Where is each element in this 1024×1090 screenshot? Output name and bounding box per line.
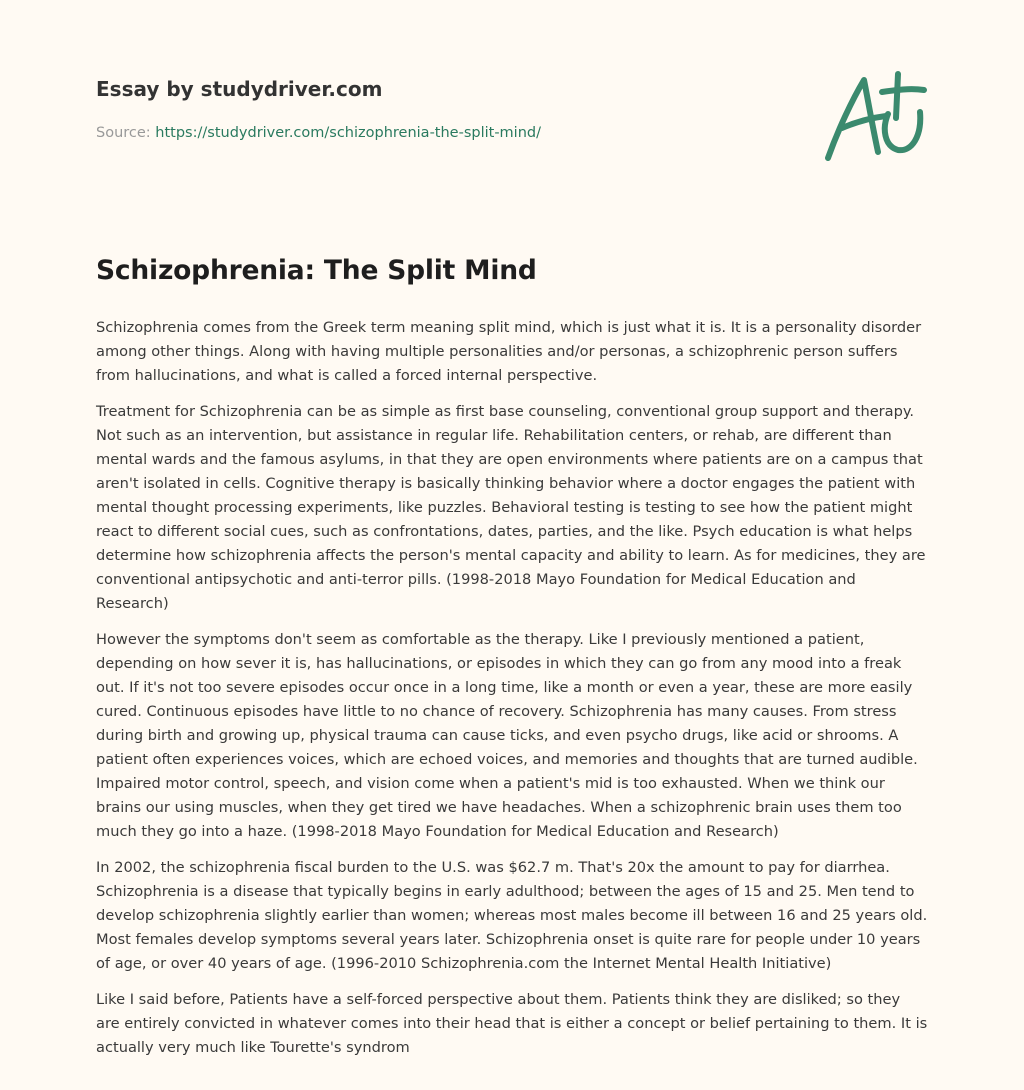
logo-plus-horizontal: [882, 89, 924, 92]
logo-check-curve: [885, 112, 920, 150]
source-link[interactable]: https://studydriver.com/schizophrenia-the-split-mind/: [155, 125, 541, 141]
essay-title: Schizophrenia: The Split Mind: [96, 255, 537, 286]
essay-paragraph: Treatment for Schizophrenia can be as simple as first base counseling, conventional group support and therapy. Not such as an intervention, but assistance in regular life. Rehabilitation centers, or rehab, are different than mental wards and the famous asylums, in that they are open environments where patients are on a campus that aren't isolated in cells. Cognitive therapy is basically thinking behavior where a doctor engages the patient with mental thought processing experiments, like puzzles. Behavioral testing is testing to see how the patient might react to different social cues, such as confrontations, dates, parties, and the like. Psych education is what helps determine how schizophrenia affects the person's mental capacity and ability to learn. As for medicines, they are conventional antipsychotic and anti-terror pills. (1998-2018 Mayo Foundation for Medical Education and Research): [96, 403, 926, 612]
essay-paragraph: In 2002, the schizophrenia fiscal burden to the U.S. was $62.7 m. That's 20x the amount to pay for diarrhea. Schizophrenia is a disease that typically begins in early adulthood; between the ages of 15 and 25. Men tend to develop schizophrenia slightly earlier than women; whereas most males become ill between 16 and 25 years old. Most females develop symptoms several years later. Schizophrenia onset is quite rare for people under 10 years of age, or over 40 years of age. (1996-2010 Schizophrenia.com the Internet Mental Health Initiative): [96, 859, 928, 972]
site-brand: Essay by studydriver.com: [96, 77, 383, 101]
source-label: Source:: [96, 125, 156, 141]
logo-plus-vertical: [896, 74, 898, 118]
essay-paragraph: Schizophrenia comes from the Greek term meaning split mind, which is just what it is. It is a personality disorder among other things. Along with having multiple personalities and/or personas, a schizophrenic person suffers from hallucinations, and what is called a forced internal perspective.: [96, 319, 922, 384]
essay-body: [96, 316, 928, 1072]
essay-paragraph: Like I said before, Patients have a self-forced perspective about them. Patients think they are disliked; so they are entirely convicted in whatever comes into their head that is either a concept or belief pertaining to them. It is actually very much like Tourette's syndrom: [96, 991, 928, 1056]
essay-paragraph: However the symptoms don't seem as comfortable as the therapy. Like I previously mentioned a patient, depending on how sever it is, has hallucinations, or episodes in which they can go from any mood into a freak out. If it's not too severe episodes occur once in a long time, like a month or even a year, these are more easily cured. Continuous episodes have little to no chance of recovery. Schizophrenia has many causes. From stress during birth and growing up, physical trauma can cause ticks, and even psycho drugs, like acid or shrooms. A patient often experiences voices, which are echoed voices, and memories and thoughts that are turned audible. Impaired motor control, speech, and vision come when a patient's mid is too exhausted. When we think our brains our using muscles, when they get tired we have headaches. When a schizophrenic brain uses them too much they go into a haze. (1998-2018 Mayo Foundation for Medical Education and Research): [96, 631, 918, 840]
logo-a-crossbar: [842, 116, 886, 128]
a-plus-logo-icon: [818, 66, 930, 166]
source-line: [96, 125, 541, 141]
